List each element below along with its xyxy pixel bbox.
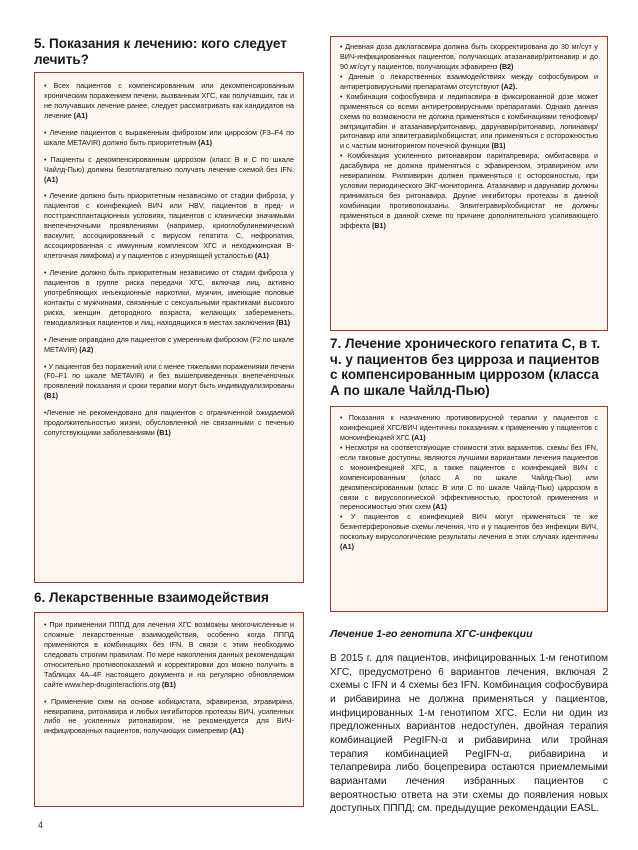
section-6-continued-list — [340, 42, 598, 231]
section-6-continued-box — [330, 36, 608, 331]
evidence-grade: (A1) — [229, 726, 244, 736]
section-7-list — [340, 413, 598, 552]
list-item — [44, 81, 294, 121]
item-text: • Дневная доза даклатасвира должна быть скорректирована до 30 мг/сут у ВИЧ-инфицированных пациентов, получающих атазанавир/ритонавир и до 90 мг/сут у пациентов, получающих эфавиренз — [340, 42, 598, 71]
section-7-heading: 7. Лечение хронического гепатита С, в т. ч. у пациентов без цирроза и пациентов с компенсированным циррозом (класса А по шкале Чайлд-Пью) — [330, 336, 601, 398]
evidence-grade: (B1) — [371, 220, 386, 230]
list-item — [44, 408, 294, 438]
list-item — [340, 92, 598, 152]
evidence-grade: (B1) — [156, 428, 171, 438]
item-text: • Лечение должно быть приоритетным независимо от стадии фиброза у пациентов в группе риска передачи ХГС, включая лиц, активно употребляющих инъекционные наркотики, мужчин, имеющие половые контакты с мужчинами, связанные с сексуальными практиками высокого риска, женщин детородного возраста, желающих забеременеть, гемодиализных пациентов и лиц, находящихся в местах заключения — [44, 268, 294, 327]
list-item — [340, 42, 598, 72]
evidence-grade: (B1) — [44, 391, 58, 401]
item-text: • Данные о лекарственных взаимодействиях между софосбувиром и антиретровирусными препаратами отсутствуют — [340, 71, 598, 91]
evidence-grade: (A1) — [432, 502, 447, 512]
list-item — [340, 151, 598, 231]
evidence-grade: (B1) — [491, 141, 506, 151]
list-item — [44, 155, 294, 185]
evidence-grade: (A1) — [73, 110, 88, 120]
item-text: • Несмотря на соответствующие стоимости этих вариантов, схемы без IFN, если таковые доступны, являются лучшими вариантами лечения пациентов с моноинфекцией ХГС, а также пациентов с коинфекцией ВИЧ с компенсированным (класс А по шкале Чайлд-Пью) или декомпенсированным (класс В или С по шкале Чайлд-Пью) циррозом в связи с вирусологической эффективностью, простотой применения и переносимостью этих схем — [340, 442, 598, 512]
section-5-list — [44, 81, 294, 438]
item-text: • Всех пациентов с компенсированным или декомпенсированным хроническим поражением печени, вызванным ХГС, как получавших, так и не получавших лечение ранее, следует рассматривать как кандидатов на лечение — [44, 81, 294, 120]
item-text: • Пациенты с декомпенсированным циррозом (класс В и С по шкале Чайлд-Пью) должны безотлагательно получать лечение схемой без IFN. — [44, 154, 294, 174]
section-7-box — [330, 406, 608, 612]
evidence-grade: (B1) — [161, 679, 176, 689]
item-text: • Лечение оправдано для пациентов с умеренным фиброзом (F2 по шкале METAVIR) — [44, 334, 294, 354]
list-item — [44, 268, 294, 328]
list-item — [44, 128, 294, 148]
list-item — [44, 362, 294, 402]
item-text: • Комбинация усиленного ритонавиром паритапревира, омбитасвира и дасабувира не должна применяться с эфавирензом, этравирином или невирапином. Рилпивирин должен применяться с осторожностью, при условии периодического ЭКГ-мониторинга. Атазанавир и дарунавир должны приниматься без ритонавира. Другие ингибиторы протеазы в данной комбинации противопоказаны. Элвитегравир/кобицистат не должны применяться в данной схеме по причине дополнительного усиливающего эффекта — [340, 151, 598, 230]
list-item — [44, 697, 294, 737]
genotype-1-subheading: Лечение 1-го генотипа ХГС-инфекции — [330, 628, 533, 640]
item-text: • Показания к назначению противовирусной терапии у пациентов с коинфекцией ХГС/ВИЧ идентичны показаниям к применению у пациентов с моноинфекцией ХГС — [340, 413, 598, 442]
section-6-heading: 6. Лекарственные взаимодействия — [34, 590, 269, 605]
section-5-box — [34, 72, 304, 583]
evidence-grade: (A1) — [340, 542, 354, 552]
item-text: • У пациентов с коинфекцией ВИЧ могут применяться те же безинтерфероновые схемы лечения, что и у пациентов без инфекции ВИЧ, поскольку вирусологические результаты лечения в этих случаях идентичны — [340, 512, 598, 542]
section-6-list — [44, 620, 294, 736]
evidence-grade: (A2). — [501, 81, 518, 91]
list-item — [44, 620, 294, 690]
list-item — [340, 72, 598, 92]
evidence-grade: (A1) — [44, 174, 58, 184]
item-text: • Комбинация софосбувира и ледипасвира в фиксированной дозе может применяться со всеми антиретровирусными препаратами. Однако данная схема по возможности не должна применяться с комбинациями тенофовир/эмтрицитабин и атазанавир/ритонавир, дарунавир/ритонавир, лопинавир/ритонавир или элвитегравир/кобицистат, или применяться с осторожностью и с частым мониторингом почечной функции — [340, 91, 598, 151]
evidence-grade: (A1) — [254, 251, 269, 261]
genotype-1-paragraph: В 2015 г. для пациентов, инфицированных 1-м генотипом ХГС, предусмотрено 6 вариантов лечения, включая 2 схемы с IFN и 4 схемы без IFN. Комбинация софосбувира и рибавирина не должна применяться у пациентов, инфицированных 1-м генотипом ХГС. Если ни один из предложенных вариантов недоступен, двойная терапия комбинацией PegIFN-α и рибавирина или тройная терапия комбинацией PegIFN-α, рибавирина и телапревира либо боцепревира остаются приемлемыми вариантами лечения избранных пациентов с вероятностью ответа на эти схемы до появления новых доступных ПППД; см. предыдущие рекомендации EASL. — [330, 653, 608, 815]
list-item — [340, 413, 598, 443]
section-6-box — [34, 612, 304, 807]
item-text: • При применении ПППД для лечения ХГС возможны многочисленные и сложные лекарственные взаимодействия, особенно когда ПППД применяются в комбинациях без IFN. В связи с этим необходимо следовать строгим правилам. По мере накопления данных рекомендации относительно противопоказаний и корректировки доз можно получить в Таблицах 4А–4F настоящего документа и на регулярно обновляемом сайте www.hep-druginteractions.org — [44, 620, 294, 689]
item-text: •Лечение не рекомендовано для пациентов с ограниченной ожидаемой продолжительностью жизни, обусловленной не связанными с печенью сопутствующими заболеваниями — [44, 408, 294, 438]
evidence-grade: (B2) — [499, 61, 514, 71]
list-item — [340, 512, 598, 552]
list-item — [44, 191, 294, 261]
section-5-heading: 5. Показания к лечению: кого следует лечить? — [34, 36, 287, 67]
item-text: • Лечение пациентов с выраженным фиброзом или циррозом (F3–F4 по шкале METAVIR) должно быть приоритетным — [44, 127, 294, 147]
item-text: • У пациентов без поражений или с менее тяжелыми поражениями печени (F0–F1 по шкале METAVIR) и без вышеприведенных внепеченочных проявлений показания и сроки терапии могут быть индивидуализированы — [44, 361, 294, 391]
evidence-grade: (A1) — [198, 137, 213, 147]
page-number: 4 — [38, 820, 44, 830]
item-text: • Применение схем на основе кобицистата, эфавиренза, этравирина, невирапина, ритонавира и любых ингибиторов протеазы ВИЧ, усиленных либо не усиленных ритонавиром, не рекомендуется для ВИЧ-инфицированных пациентов, получающих симепревир — [44, 696, 294, 736]
evidence-grade: (B1) — [276, 317, 291, 327]
item-text: • Лечение должно быть приоритетным независимо от стадии фиброза, у пациентов с коинфекцией ВИЧ или HBV, пациентов в пред- и посттрансплантационных условиях, пациентов с клинически значимыми внепеченочными проявлениями (например, криоглобулинемический васкулит, ассоциированный с вирусом гепатита С, нефропатия, ассоциированная с иммунным комплексом ХГС и неходжкинская В-клеточная лимфома) и у пациентов с изнуряющей усталостью — [44, 191, 294, 261]
list-item — [44, 335, 294, 355]
evidence-grade: (A2) — [79, 344, 94, 354]
evidence-grade: (A1) — [411, 432, 426, 442]
list-item — [340, 443, 598, 513]
